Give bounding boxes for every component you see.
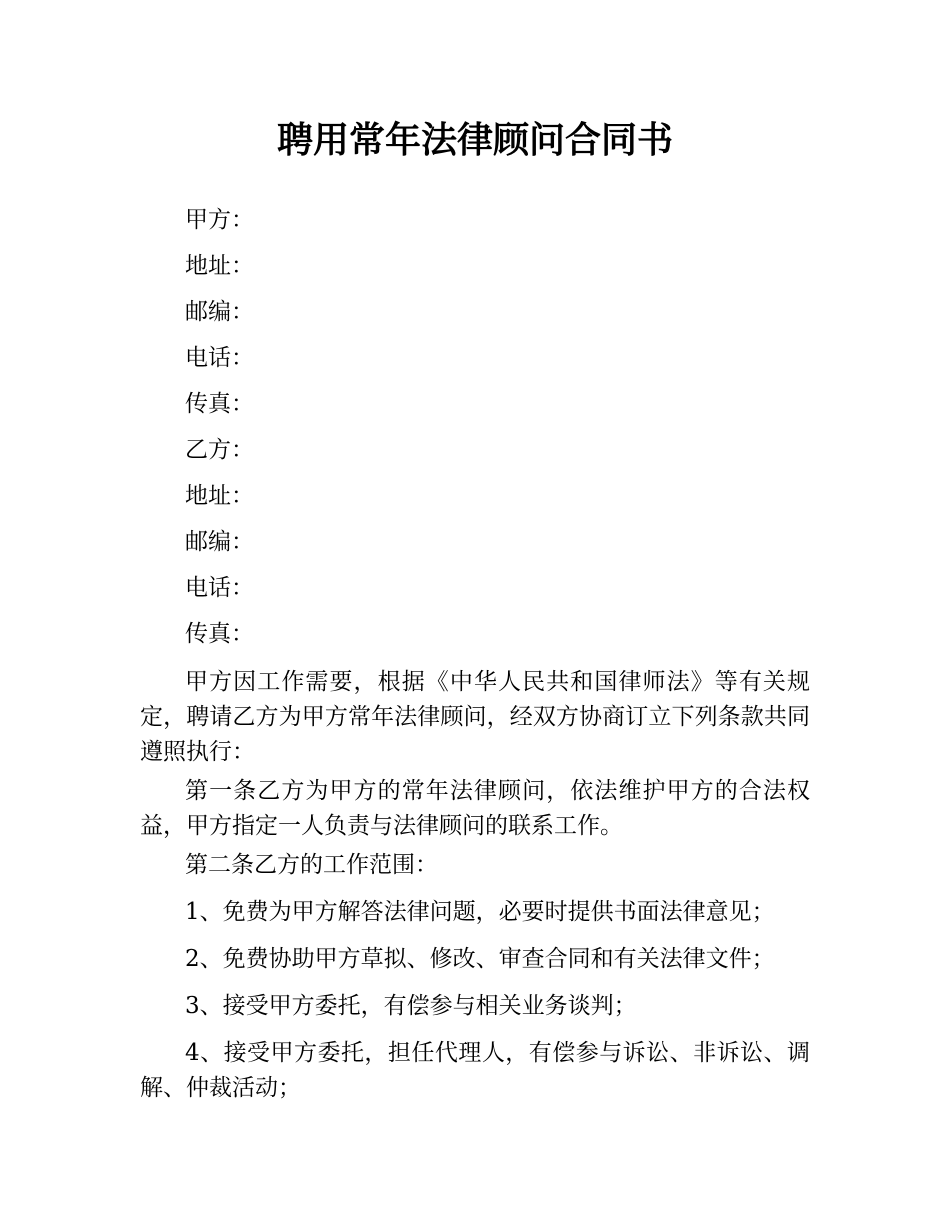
party-a-phone-label: 电话： — [185, 345, 254, 371]
party-a-fax-label: 传真： — [185, 391, 254, 417]
party-a-postcode-label: 邮编： — [185, 299, 254, 325]
document-title: 聘用常年法律顾问合同书 — [276, 120, 673, 161]
party-b-postcode-label: 邮编： — [185, 529, 254, 555]
article-2-heading: 第二条乙方的工作范围： — [185, 852, 438, 878]
article-2-item-1: 1、免费为甲方解答法律问题，必要时提供书面法律意见； — [185, 899, 775, 925]
party-b-address-label: 地址： — [185, 483, 254, 509]
article-2-item-2: 2、免费协助甲方草拟、修改、审查合同和有关法律文件； — [185, 946, 775, 972]
article-2-item-3: 3、接受甲方委托，有偿参与相关业务谈判； — [185, 993, 637, 1019]
party-a-name-label: 甲方： — [185, 207, 254, 233]
party-b-fax-label: 传真： — [185, 621, 254, 647]
party-b-name-label: 乙方： — [185, 437, 254, 463]
preamble-paragraph: 甲方因工作需要，根据《中华人民共和国律师法》等有关规定，聘请乙方为甲方常年法律顾问，经双方协商订立下列条款共同遵照执行： — [140, 669, 810, 765]
party-b-phone-label: 电话： — [185, 575, 254, 601]
article-1-paragraph: 第一条乙方为甲方的常年法律顾问，依法维护甲方的合法权益，甲方指定一人负责与法律顾问的联系工作。 — [140, 778, 810, 839]
party-a-address-label: 地址： — [185, 253, 254, 279]
article-2-item-4: 4、接受甲方委托，担任代理人，有偿参与诉讼、非诉讼、调解、仲裁活动； — [140, 1040, 810, 1101]
